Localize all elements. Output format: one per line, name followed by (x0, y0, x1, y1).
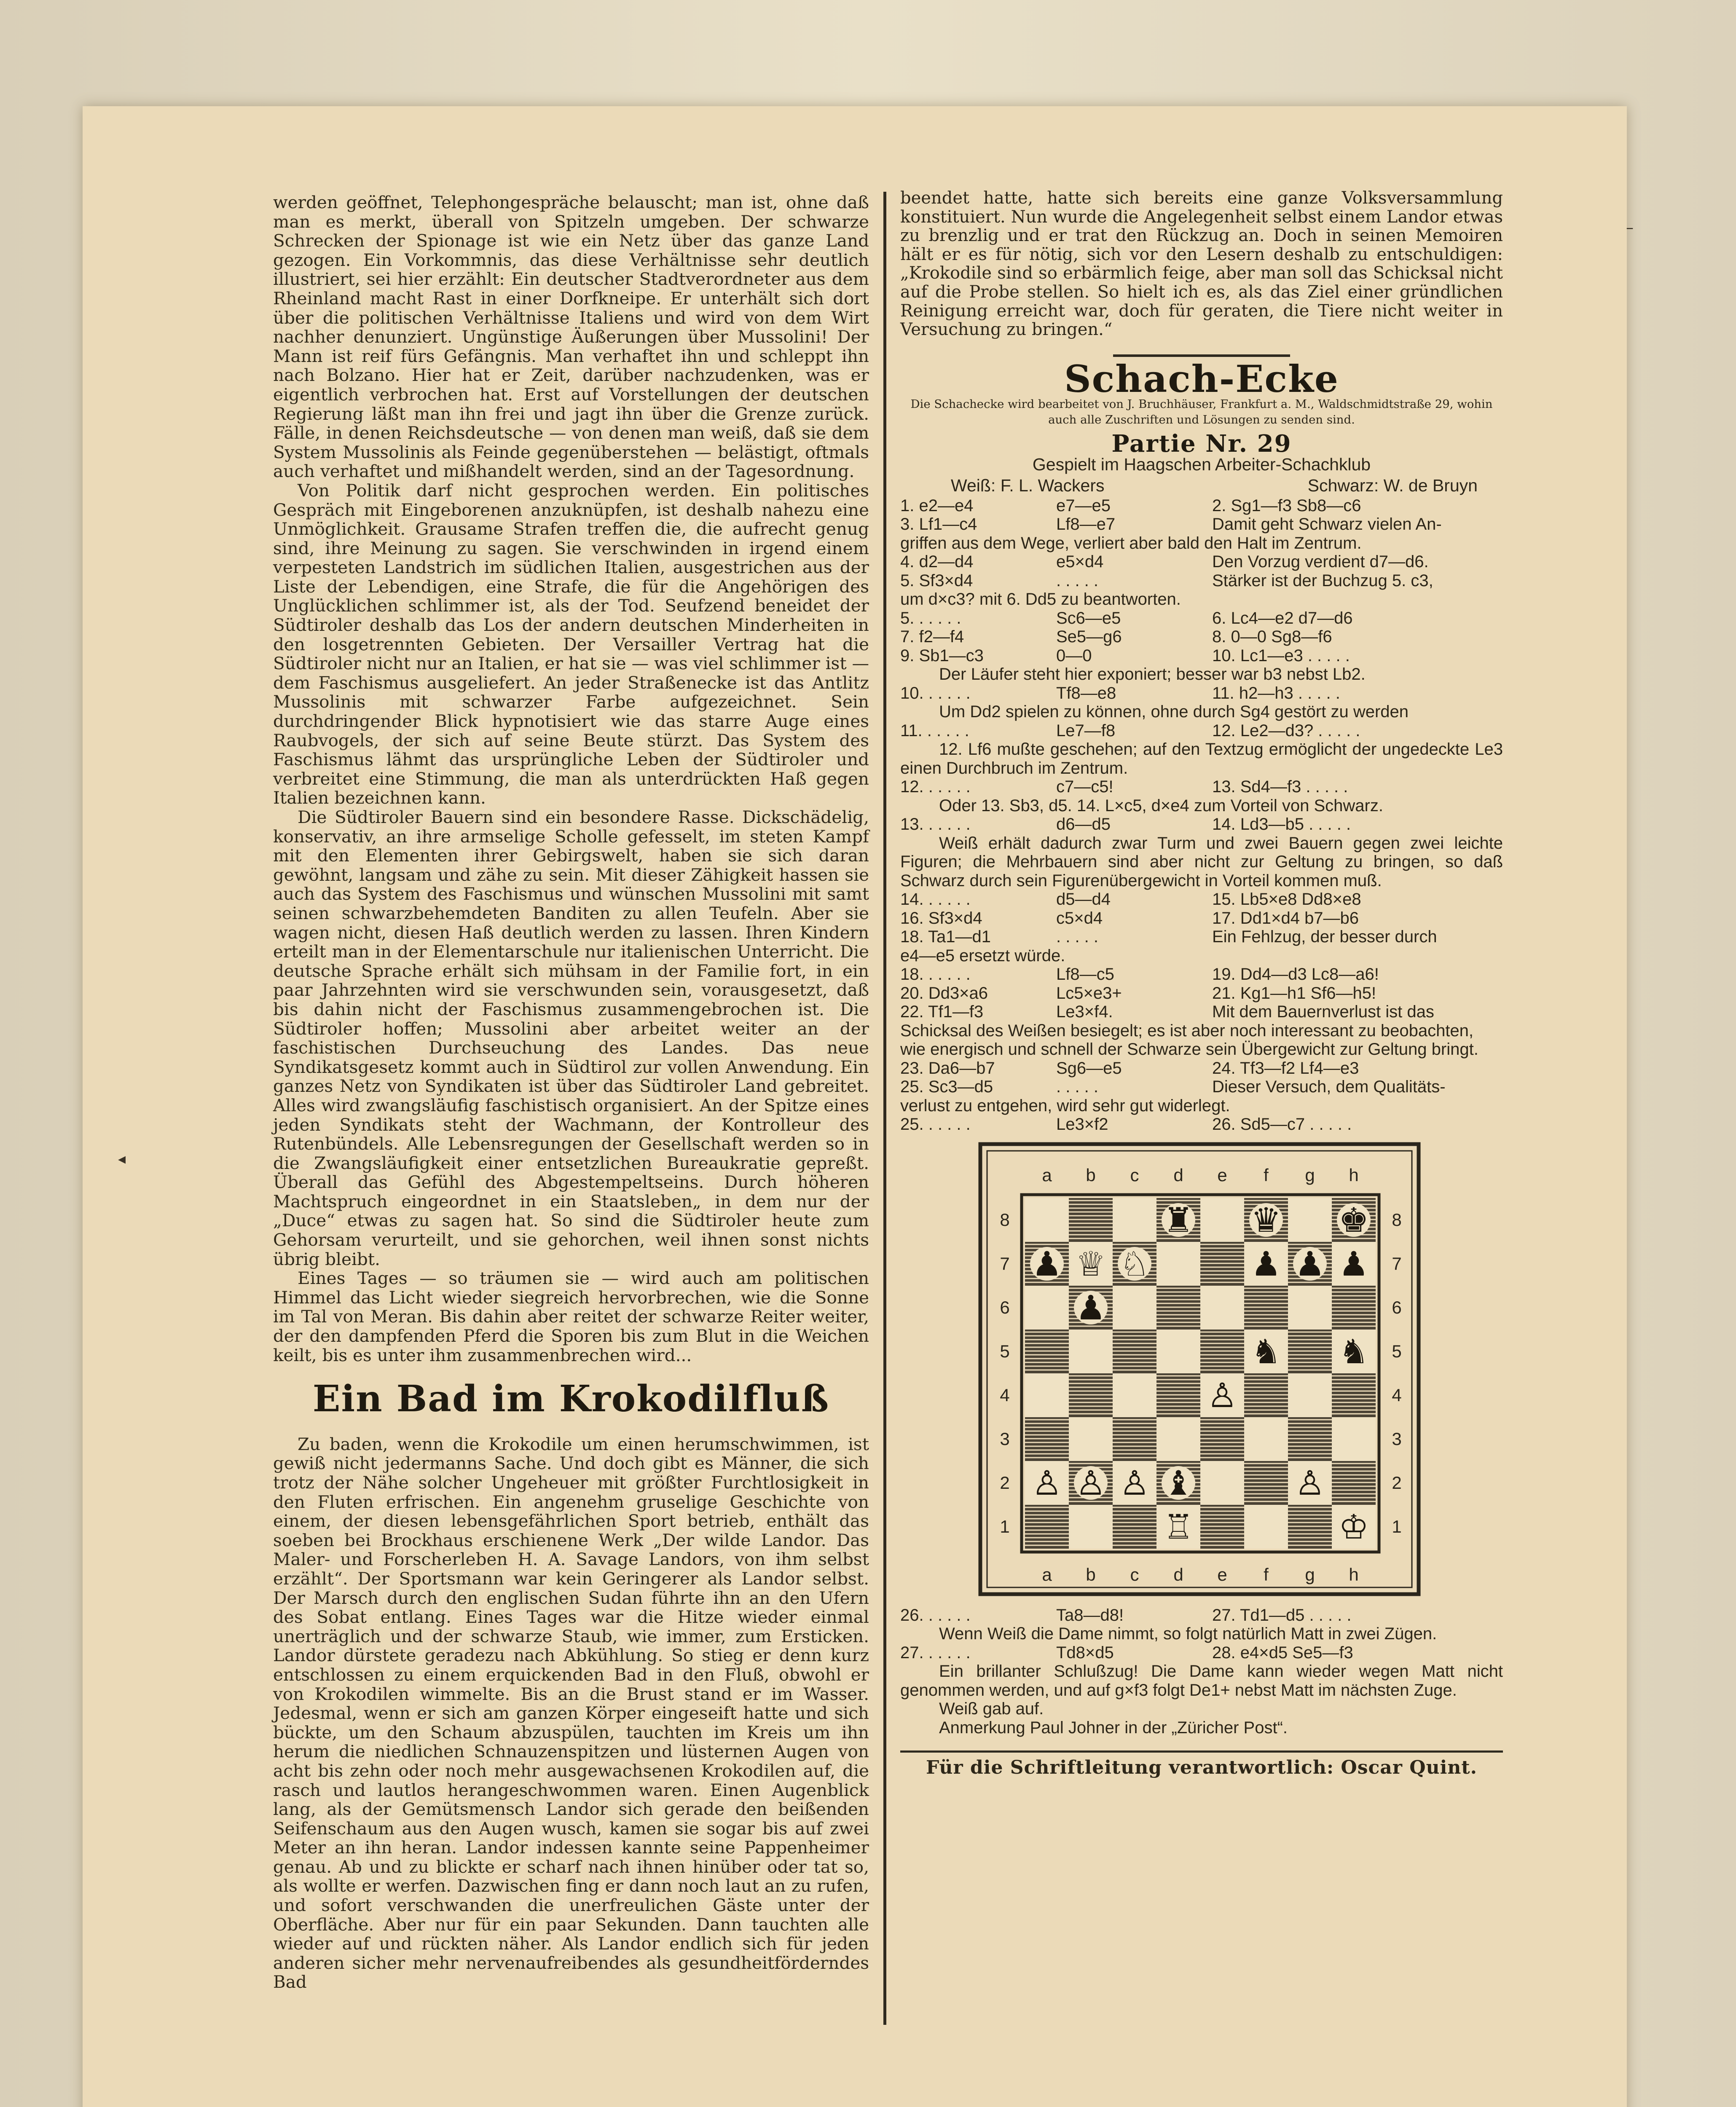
move-row (900, 1643, 1503, 1662)
move-cell: Tf8—e8 (1056, 684, 1116, 702)
move-cell: e7—e5 (1056, 496, 1111, 515)
chess-piece: ♟ (1032, 1244, 1062, 1284)
board-light-square (1332, 1417, 1376, 1461)
article-paragraph: Von Politik darf nicht gesprochen werden. Ein politisches Gespräch mit Eingeborenen anzuknüpfen, ist deshalb nahezu eine Unmöglichkeit. Grausame Strafen treffen die, die aufrecht genug sind, ihre Meinung zu sagen. Sie verschwinden in irgend einem verpesteten Landstrich im südlichen Italien, ausgestrichen aus der Liste der Lebendigen, eine Strafe, die für die Angehörigen des Unglücklichen schlimmer ist, als der Tod. Seufzend beneidet der Südtiroler deshalb das Los der andern deutschen Minderheiten in den losgetrennten Gebieten. Der Versailler Vertrag hat die Südtiroler nicht nur an Italien, er hat sie — was viel schlimmer ist — dem Faschismus ausgeliefert. An jeder Straßenecke ist das Antlitz Mussolinis mit schwarzer Farbe aufgezeichnet. Sein durchdringender Blick hypnotisiert wie das starre Auge eines Raubvogels, der sich auf seine Beute stürzt. Das System des Faschismus lähmt das ursprüngliche Leben der Südtiroler und verbreitet eine Stimmung, die man als unterdrückten Haß gegen Italien bezeichnen kann. (273, 480, 869, 808)
move-cell: 27. . . . . . (900, 1643, 971, 1662)
move-cell: Td8×d5 (1056, 1643, 1114, 1662)
move-cell: e5×d4 (1056, 552, 1104, 571)
board-light-square (1288, 1373, 1332, 1417)
margin-mark: ◂ (118, 1150, 126, 1168)
file-label-top: d (1173, 1165, 1183, 1185)
move-row (900, 684, 1503, 703)
move-cell: 26. . . . . . (900, 1606, 971, 1624)
move-row (900, 1078, 1503, 1096)
move-cell: 18. . . . . . (900, 965, 971, 984)
chess-board (978, 1142, 1421, 1597)
crocodile-article-title: Ein Bad im Krokodilfluß (312, 1378, 830, 1421)
move-cell: 11. h2—h3 . . . . . (1212, 684, 1340, 702)
move-cell: 7. f2—f4 (900, 627, 964, 646)
file-label-bottom: b (1086, 1564, 1096, 1584)
rank-label-left: 8 (1000, 1209, 1010, 1230)
move-cell: 13. Sd4—f3 . . . . . (1212, 777, 1348, 796)
file-label-top: g (1305, 1165, 1315, 1185)
move-cell: Sc6—e5 (1056, 609, 1121, 627)
rank-label-left: 3 (1000, 1429, 1010, 1449)
chess-piece: ♟ (1251, 1244, 1281, 1284)
move-annotation-continued: verlust zu entgehen, wird sehr gut widerlegt. (900, 1096, 1230, 1115)
move-row (900, 777, 1503, 796)
article-paragraph: Eines Tages — so träumen sie — wird auch am politischen Himmel das Licht wieder siegreich hervorbrechen, wie die Sonne im Tal von Meran. Bis dahin aber reitet der schwarze Reiter weiter, der den dampfenden Pferd die Sporen bis zum Blut in die Weichen keilt, bis es unter ihm zusammenbrechen wird... (273, 1268, 869, 1365)
move-cell: Le3×f4. (1056, 1003, 1113, 1021)
move-cell: Lc5×e3+ (1056, 984, 1122, 1003)
article-paragraph: werden geöffnet, Telephongespräche belauscht; man ist, ohne daß man es merkt, überall von Spitzeln umgeben. Der schwarze Schrecken der Spionage ist wie ein Netz über das ganze Land gezogen. Ein Vorkommnis, das diese Verhältnisse sehr deutlich illustriert, sei hier erzählt: Ein deutscher Stadtverordneter aus dem Rheinland macht Rast in einer Dorfkneipe. Er unterhält sich dort über die politischen Verhältnisse Italiens und wird von dem Wirt nachher denunziert. Ungünstige Äußerungen über Mussolini! Der Mann ist reif fürs Gefängnis. Man verhaftet ihn und schleppt ihn nach Bolzano. Hier hat er Zeit, darüber nachzudenken, was er eigentlich verbrochen hat. Erst auf Vorstellungen der deutschen Regierung läßt man ihn frei und jagt ihn über die Grenze zurück. Fälle, in denen Reichsdeutsche — von denen man weiß, daß sie dem System Mussolinis als Feinde gegenüberstehen — belästigt, oftmals auch verhaftet und mißhandelt werden, sind an der Tagesordnung. (273, 192, 869, 482)
move-cell: 8. 0—0 Sg8—f6 (1212, 627, 1332, 646)
move-cell: 13. . . . . . (900, 815, 971, 834)
rank-label-left: 7 (1000, 1253, 1010, 1273)
rank-label-right: 8 (1392, 1209, 1402, 1230)
move-row (900, 984, 1503, 1003)
move-annotation: Anmerkung Paul Johner in der „Züricher Post“. (939, 1718, 1288, 1737)
rank-label-left: 4 (1000, 1385, 1010, 1405)
move-row (900, 627, 1503, 646)
file-label-top: a (1042, 1165, 1052, 1185)
move-row (900, 552, 1503, 571)
move-cell: 23. Da6—b7 (900, 1059, 995, 1078)
move-cell: 15. Lb5×e8 Dd8×e8 (1212, 890, 1361, 909)
move-row (900, 1059, 1503, 1078)
move-annotation-continued: e4—e5 ersetzt würde. (900, 946, 1065, 965)
move-cell: Stärker ist der Buchzug 5. c3, (1212, 571, 1433, 590)
chess-diagram (978, 1142, 1421, 1597)
move-cell: 12. . . . . . (900, 777, 971, 796)
move-cell: . . . . . (1056, 1078, 1099, 1096)
rank-label-right: 6 (1392, 1297, 1402, 1317)
move-cell: 6. Lc4—e2 d7—d6 (1212, 609, 1353, 627)
chess-piece: ♙ (1119, 1463, 1150, 1503)
board-light-square (1200, 1198, 1244, 1242)
chess-piece: ♙ (1076, 1463, 1106, 1503)
move-cell: 0—0 (1056, 646, 1092, 665)
section-divider (1113, 354, 1290, 357)
move-cell: c7—c5! (1056, 777, 1114, 796)
rank-label-left: 6 (1000, 1297, 1010, 1317)
board-light-square (1025, 1373, 1069, 1417)
chess-piece: ♙ (1295, 1463, 1325, 1503)
rank-label-right: 1 (1392, 1516, 1402, 1536)
move-row (900, 890, 1503, 909)
board-light-square (1200, 1461, 1244, 1505)
move-cell: 4. d2—d4 (900, 552, 974, 571)
south-tyrol-article (273, 193, 869, 1365)
board-light-square (1156, 1242, 1200, 1286)
move-list-continued (900, 1606, 1503, 1737)
move-annotation: Oder 13. Sb3, d5. 14. L×c5, d×e4 zum Vorteil von Schwarz. (939, 796, 1383, 815)
move-cell: . . . . . (1056, 928, 1099, 946)
move-cell: 5. . . . . . (900, 609, 961, 627)
rank-label-right: 2 (1392, 1472, 1402, 1493)
article-paragraph: Zu baden, wenn die Krokodile um einen herumschwimmen, ist gewiß nicht jedermanns Sache. Und doch gibt es Männer, die sich trotz der Nähe solcher Ungeheuer mit größter Furchtlosigkeit in den Fluten erfrischen. Ein angenehm gruselige Geschichte von einem, der diesen lebensgefährlichen Sport betrieb, enthält das soeben bei Brockhaus erschienene Werk „Der wilde Landor. Das Maler- und Forscherleben H. A. Savage Landors, von ihm selbst erzählt“. Der Sportsmann war kein Geringerer als Landor selbst. Der Marsch durch den englischen Sudan führte ihn an den Ufern des Sobat entlang. Eines Tages war die Hitze wieder einmal unerträglich und der schwarze Staub, wie immer, zum Ersticken. Landor dürstete geradezu nach Abkühlung. So stieg er denn kurz entschlossen zu einem erquickenden Bad in den Fluß, obwohl er von Krokodilen wimmelte. Bis an die Brust stand er im Wasser. Jedesmal, wenn er sich am ganzen Körper eingeseift hatte und sich bückte, um den Schaum abzuspülen, tauchten im Kreis um ihn herum die niedlichen Schnauzenspitzen und lüsternen Augen von acht bis zehn oder noch mehr ausgewachsenen Krokodilen auf, die rasch und lautlos herangeschwommen waren. Einen Augenblick lang, als der Gemütsmensch Landor sich gerade den beißenden Seifenschaum aus den Augen wusch, kamen sie sogar bis auf zwei Meter an ihn heran. Landor indessen kannte seine Pappenheimer genau. Ab und zu blickte er scharf nach ihnen hinüber oder tat so, als wollte er werfen. Dazwischen fing er dann noch laut an zu rufen, und sofort verschwanden die unerfreulichen Gäste unter der Oberfläche. Aber nur für ein paar Sekunden. Dann tauchten alle wieder auf und rückten näher. Als Landor endlich sich für jeden anderen sicher mehr nervenaufreibendes als gesundheitförderndes Bad (273, 1434, 869, 1992)
file-label-top: c (1130, 1165, 1139, 1185)
move-row (900, 609, 1503, 628)
file-label-top: h (1349, 1165, 1359, 1185)
board-light-square (1288, 1286, 1332, 1330)
file-label-bottom: a (1042, 1564, 1052, 1584)
rank-label-right: 3 (1392, 1429, 1402, 1449)
move-row (900, 1606, 1503, 1625)
rank-label-left: 2 (1000, 1472, 1010, 1493)
responsible-editor: Für die Schriftleitung verantwortlich: Oscar Quint. (926, 1757, 1477, 1779)
move-cell: 24. Tf3—f2 Lf4—e3 (1212, 1059, 1359, 1078)
move-cell: 25. Sc3—d5 (900, 1078, 993, 1096)
board-light-square (1244, 1505, 1288, 1549)
move-cell: 5. Sf3×d4 (900, 571, 973, 590)
game-title: Partie Nr. 29 (1111, 430, 1292, 458)
move-cell: 3. Lf1—c4 (900, 515, 977, 534)
players (900, 474, 1503, 496)
footer-divider (900, 1750, 1503, 1753)
move-cell: 17. Dd1×d4 b7—b6 (1212, 909, 1359, 928)
black-player: Schwarz: W. de Bruyn (1307, 475, 1478, 495)
move-row (900, 515, 1503, 534)
move-cell: 22. Tf1—f3 (900, 1003, 984, 1021)
move-cell: Dieser Versuch, dem Qualitäts- (1212, 1078, 1446, 1096)
move-cell: 1. e2—e4 (900, 496, 974, 515)
file-label-top: f (1264, 1165, 1269, 1185)
crocodile-article (273, 1435, 869, 1992)
move-annotation-continued: um d×c3? mit 6. Dd5 zu beantworten. (900, 590, 1181, 609)
board-light-square (1113, 1198, 1156, 1242)
board-light-square (1069, 1505, 1113, 1549)
move-cell: Le3×f2 (1056, 1115, 1108, 1134)
move-cell: Damit geht Schwarz vielen An- (1212, 515, 1442, 534)
board-light-square (1156, 1417, 1200, 1461)
move-annotation: Ein brillanter Schlußzug! Die Dame kann wieder wegen Matt nicht genommen werden, und auf g×f3 folgt De1+ nebst Matt im nächsten Zuge. (900, 1662, 1503, 1700)
file-label-bottom: g (1305, 1564, 1315, 1584)
file-label-top: e (1217, 1165, 1227, 1185)
file-label-bottom: c (1130, 1564, 1139, 1584)
move-cell: 25. . . . . . (900, 1115, 971, 1134)
move-cell: d6—d5 (1056, 815, 1111, 834)
move-cell: Ein Fehlzug, der besser durch (1212, 928, 1437, 946)
move-row (900, 571, 1503, 590)
move-cell: 14. . . . . . (900, 890, 971, 909)
margin-mark: – (1626, 219, 1634, 236)
file-label-bottom: h (1349, 1564, 1359, 1584)
move-cell: Lf8—c5 (1056, 965, 1114, 984)
chess-piece: ♜ (1163, 1200, 1194, 1240)
move-cell: Sg6—e5 (1056, 1059, 1122, 1078)
move-cell: Lf8—e7 (1056, 515, 1116, 534)
move-row (900, 721, 1503, 740)
move-cell: 2. Sg1—f3 Sb8—c6 (1212, 496, 1361, 515)
move-cell: 9. Sb1—c3 (900, 646, 984, 665)
chess-piece: ♞ (1339, 1332, 1369, 1371)
move-annotation-continued: griffen aus dem Wege, verliert aber bald den Halt im Zentrum. (900, 533, 1362, 552)
move-cell: . . . . . (1056, 571, 1099, 590)
chess-piece: ♛ (1251, 1200, 1281, 1240)
move-row (900, 928, 1503, 946)
rank-label-right: 7 (1392, 1253, 1402, 1273)
move-cell: 27. Td1—d5 . . . . . (1212, 1606, 1352, 1624)
rank-label-left: 5 (1000, 1341, 1010, 1361)
move-row (900, 1115, 1503, 1134)
chess-piece: ♘ (1119, 1244, 1150, 1284)
article-continuation: beendet hatte, hatte sich bereits eine ganze Volksversammlung konstituiert. Nun wurde die Angelegenheit selbst einem Landor etwas zu brenzlig und er trat den Rückzug an. Doch in seinen Memoiren hält er es für nötig, sich vor den Lesern deshalb zu entschuldigen: „Krokodile sind so erbärmlich feige, aber man soll das Schicksal nicht auf die Probe stellen. So hielt ich es, als das Ziel einer gründlichen Reinigung erreicht war, doch für geraten, die Tiere nicht weiter in Versuchung zu bringen.“ (900, 188, 1503, 340)
board-light-square (1113, 1373, 1156, 1417)
chess-piece: ♖ (1163, 1507, 1194, 1547)
move-cell: 19. Dd4—d3 Lc8—a6! (1212, 965, 1379, 984)
move-cell: 11. . . . . . (900, 721, 969, 740)
move-annotation: Weiß erhält dadurch zwar Turm und zwei Bauern gegen zwei leichte Figuren; die Mehrbauern sind aber nicht zur Geltung zu bringen, so daß Schwarz durch sein Figurenübergewicht in Vorteil kommen muß. (900, 834, 1503, 890)
board-light-square (1025, 1286, 1069, 1330)
rank-label-left: 1 (1000, 1516, 1010, 1536)
left-column (273, 193, 869, 2024)
move-annotation: Weiß gab auf. (939, 1700, 1044, 1718)
chess-piece: ♚ (1339, 1200, 1369, 1240)
move-row (900, 815, 1503, 834)
chess-piece: ♕ (1076, 1244, 1106, 1284)
move-row (900, 496, 1503, 515)
move-cell: Se5—g6 (1056, 627, 1122, 646)
move-cell: 18. Ta1—d1 (900, 928, 991, 946)
move-cell: 20. Dd3×a6 (900, 984, 988, 1003)
move-cell: Le7—f8 (1056, 721, 1116, 740)
move-cell: c5×d4 (1056, 909, 1103, 928)
move-row (900, 909, 1503, 928)
white-player: Weiß: F. L. Wackers (951, 475, 1105, 495)
file-label-bottom: e (1217, 1564, 1227, 1584)
move-cell: 26. Sd5—c7 . . . . . (1212, 1115, 1352, 1134)
chess-piece: ♙ (1207, 1375, 1237, 1415)
chess-piece: ♟ (1339, 1244, 1369, 1284)
move-cell: 10. Lc1—e3 . . . . . (1212, 646, 1350, 665)
game-venue: Gespielt im Haagschen Arbeiter-Schachklub (1032, 454, 1371, 474)
chess-piece: ♟ (1295, 1244, 1325, 1284)
board-light-square (1025, 1198, 1069, 1242)
right-column (900, 189, 1503, 2035)
rank-label-right: 4 (1392, 1385, 1402, 1405)
board-light-square (1244, 1417, 1288, 1461)
move-annotation: 12. Lf6 mußte geschehen; auf den Textzug ermöglicht der ungedeckte Le3 einen Durchbruch im Zentrum. (900, 740, 1503, 777)
move-cell: d5—d4 (1056, 890, 1111, 909)
rank-label-right: 5 (1392, 1341, 1402, 1361)
move-cell: 10. . . . . . (900, 684, 971, 702)
move-cell: 16. Sf3×d4 (900, 909, 982, 928)
article-paragraph: Die Südtiroler Bauern sind ein besondere Rasse. Dickschädelig, konservativ, an ihre armselige Scholle gefesselt, im steten Kampf mit den Elementen ihrer Gebirgswelt, haben sie sich daran gewöhnt, langsam und zähe zu sein. Mit dieser Zähigkeit hassen sie auch das System des Faschismus und wünschen Mussolini mit samt seinen schwarzbehemdeten Banditen zu allen Teufeln. Aber sie wagen nicht, diesen Haß deutlich werden zu lassen. Ihren Kindern erteilt man in der Elementarschule nur italienischen Unterricht. Die deutsche Sprache erhält sich mühsam in der Familie fort, in ein paar Jahrzehnten wird sie verschwunden sein, vorausgesetzt, daß bis dahin nicht der Faschismus zusammengebrochen ist. Die Südtiroler hoffen; Mussolini aber arbeitet weiter an der faschistischen Durchseuchung des Landes. Das neue Syndikatsgesetz kommt auch in Südtirol zur vollen Anwendung. Ein ganzes Netz von Syndikaten ist über das Südtiroler Land gebreitet. Alles wird zwangsläufig faschistisch organisiert. An der Spitze eines jeden Syndikats steht der Wachmann, der Kontrolleur des Rutenbündels. Alle Lebensregungen der Gesellschaft werden so in die Zwangsläufigkeit einer entsetzlichen Bureaukratie gepreßt. Überall das Gefühl des Abgestempeltseins. Durch höheren Machtspruch eingeordnet in ein Staatsleben„ in dem nur der „Duce“ etwas zu sagen hat. So sind die Südtiroler heute zum Gehorsam verurteilt, und sie gehorchen, weil ihnen sonst nichts übrig bleibt. (273, 807, 869, 1269)
chess-piece: ♟ (1076, 1288, 1106, 1327)
move-cell: 21. Kg1—h1 Sf6—h5! (1212, 984, 1376, 1003)
chess-editor-note: Die Schachecke wird bearbeitet von J. Bruchhäuser, Frankfurt a. M., Waldschmidtstraße 29, wohin auch alle Zuschriften und Lösungen zu senden sind. (910, 397, 1493, 427)
file-label-top: b (1086, 1165, 1096, 1185)
move-annotation: Der Läufer steht hier exponiert; besser war b3 nebst Lb2. (939, 665, 1366, 684)
chess-piece: ♔ (1339, 1507, 1369, 1547)
file-label-bottom: d (1173, 1564, 1183, 1584)
move-annotation-continued: Schicksal des Weißen besiegelt; es ist aber noch interessant zu beobachten, wie energisch und schnell der Schwarze sein Übergewicht zur Geltung bringt. (900, 1021, 1478, 1059)
board-light-square (1069, 1330, 1113, 1373)
move-annotation: Wenn Weiß die Dame nimmt, so folgt natürlich Matt in zwei Zügen. (939, 1624, 1437, 1643)
chess-piece: ♝ (1163, 1463, 1194, 1503)
move-annotation: Um Dd2 spielen zu können, ohne durch Sg4 gestört zu werden (939, 702, 1409, 721)
move-cell: Den Vorzug verdient d7—d6. (1212, 552, 1429, 571)
move-row (900, 646, 1503, 665)
move-cell: 28. e4×d5 Se5—f3 (1212, 1643, 1353, 1662)
move-cell: Mit dem Bauernverlust ist das (1212, 1003, 1434, 1021)
move-list (900, 496, 1503, 1134)
board-light-square (1069, 1417, 1113, 1461)
file-label-bottom: f (1264, 1564, 1269, 1584)
chess-corner-title: Schach-Ecke (1064, 357, 1339, 401)
move-cell: Ta8—d8! (1056, 1606, 1124, 1624)
board-light-square (1288, 1198, 1332, 1242)
board-light-square (1156, 1330, 1200, 1373)
board-light-square (1113, 1286, 1156, 1330)
move-cell: 12. Le2—d3? . . . . . (1212, 721, 1360, 740)
move-cell: 14. Ld3—b5 . . . . . (1212, 815, 1351, 834)
move-row (900, 965, 1503, 984)
board-light-square (1200, 1286, 1244, 1330)
chess-piece: ♞ (1251, 1332, 1281, 1371)
move-row (900, 1003, 1503, 1021)
column-divider (883, 192, 886, 2025)
chess-piece: ♙ (1032, 1463, 1062, 1503)
